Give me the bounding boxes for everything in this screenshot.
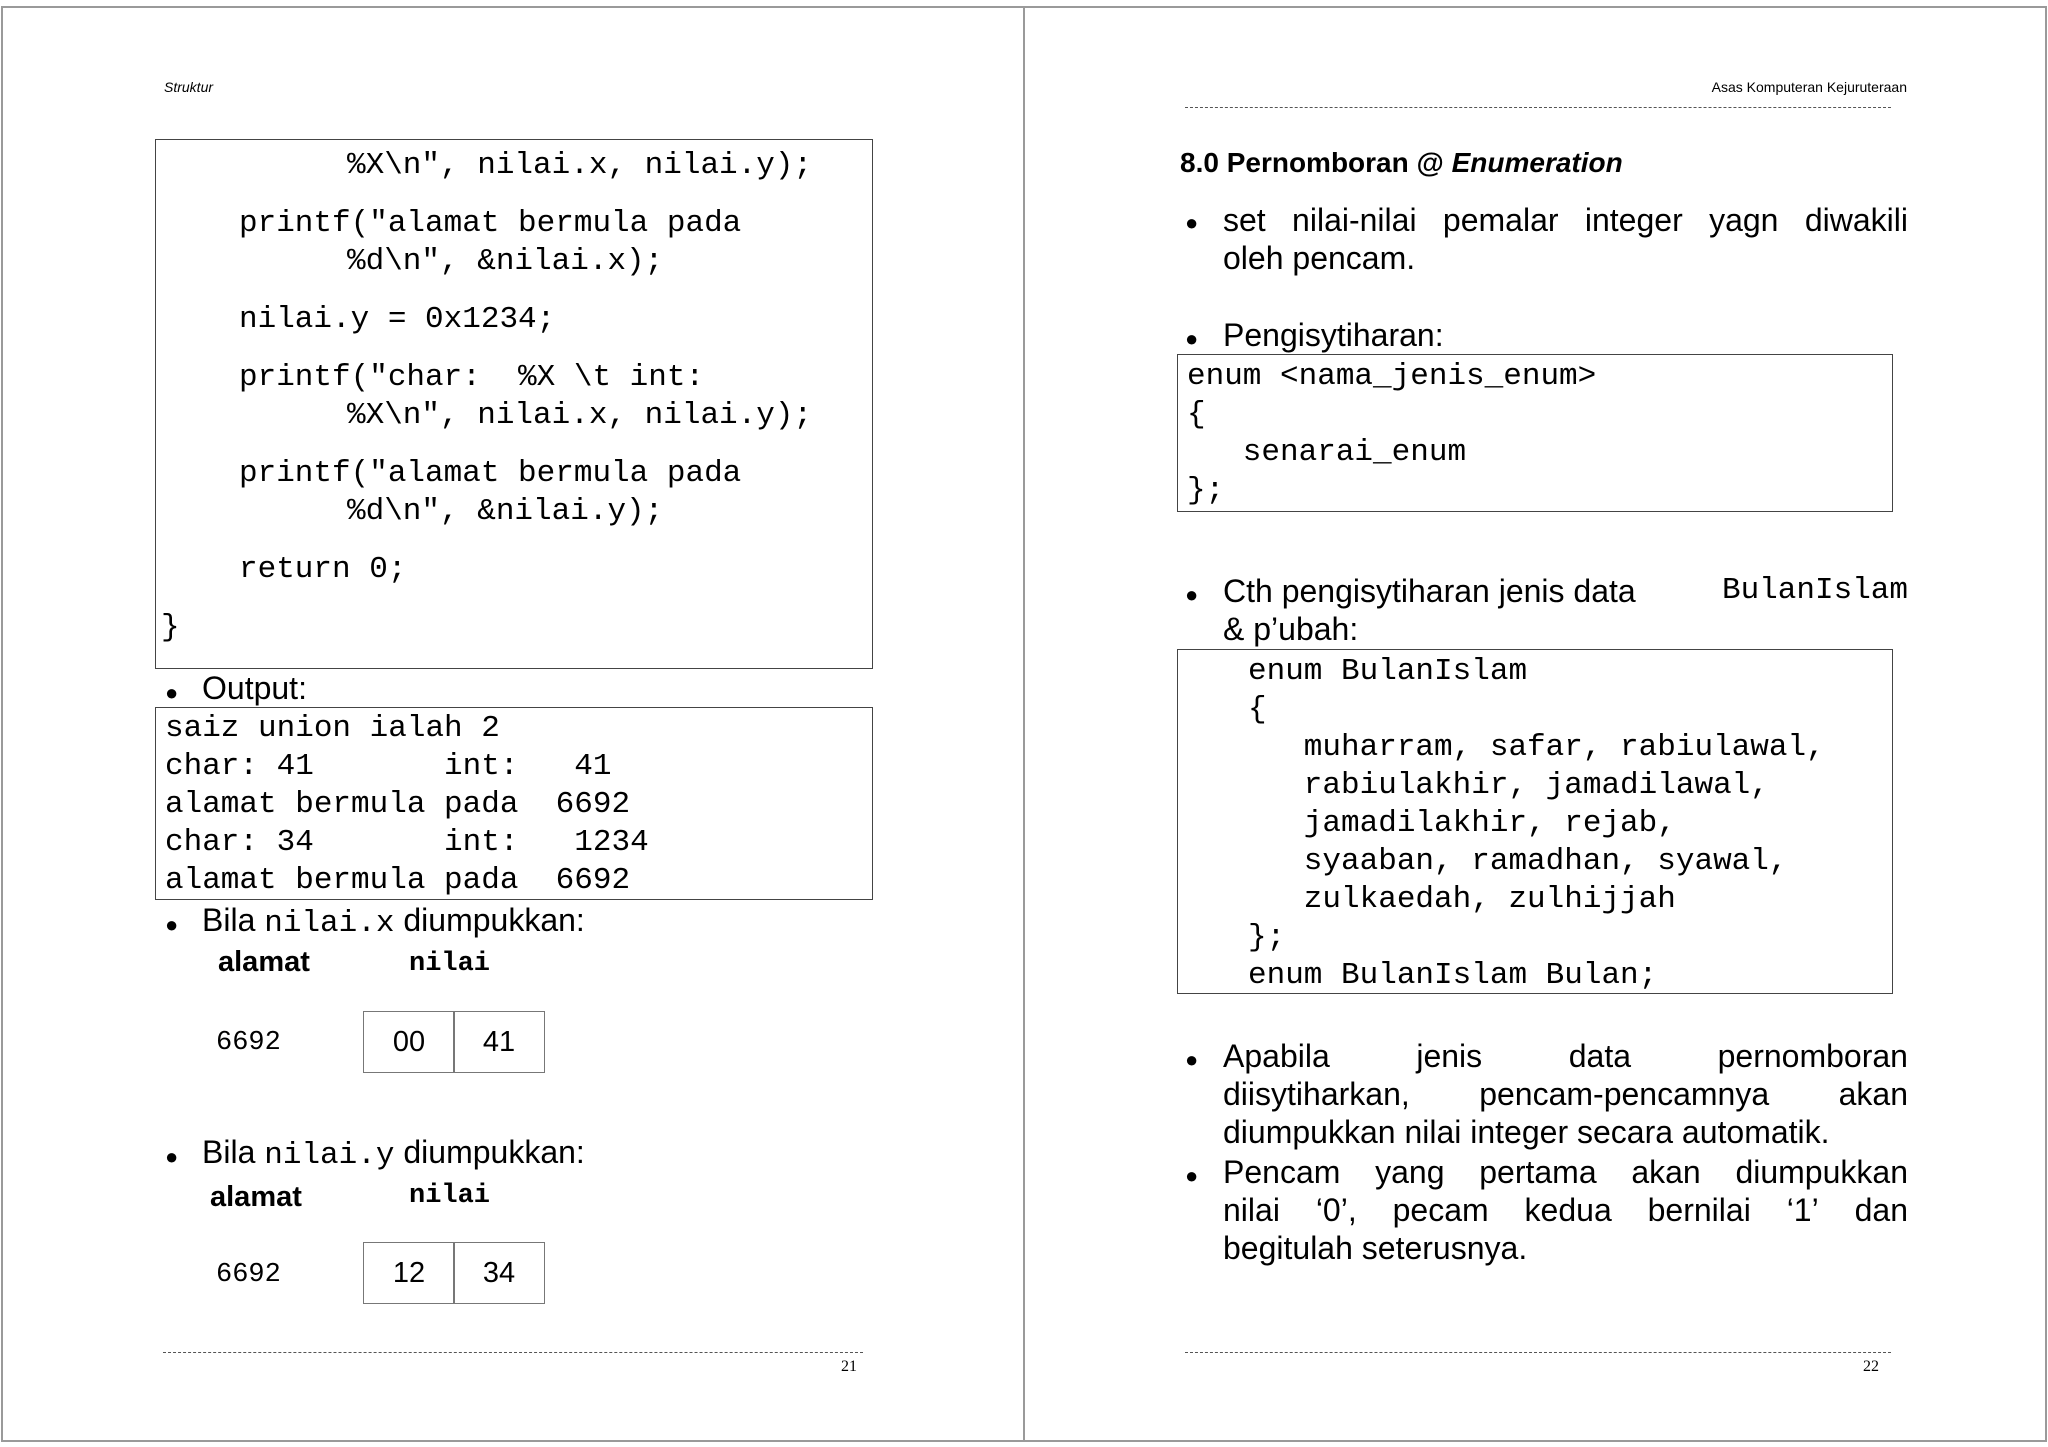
word: set [1223,202,1266,238]
output-line: saiz union ialah 2 [165,711,500,746]
decl-line: { [1187,397,1206,432]
code-line: %X\n", nilai.x, nilai.y); [347,398,813,433]
code-line: nilai.y = 0x1234; [239,302,556,337]
bullet-dot: ● [1185,1163,1199,1188]
word: yagn [1709,202,1779,238]
bullet5-line [1223,1194,1908,1226]
output-line: char: 34 int: 1234 [165,825,649,860]
page-number: 22 [1863,1358,1879,1375]
footer-rule [163,1352,863,1353]
bullet-dot: ● [1185,582,1199,607]
example-line: rabiulakhir, jamadilawal, [1248,768,1769,803]
word: integer [1584,202,1683,238]
word: diisytiharkan, [1223,1076,1410,1112]
decl-line: }; [1187,473,1225,508]
column-nilai: nilai [409,949,491,979]
example-line: jamadilakhir, rejab, [1248,806,1676,841]
word: akan [1631,1154,1701,1190]
assign-y-caption: Bila nilai.y diumpukkan: [202,1134,585,1173]
bullet3-line2: & p’ubah: [1223,611,1359,647]
bullet-dot: ● [165,1144,179,1169]
header-rule [1185,107,1891,108]
word: akan [1838,1076,1908,1112]
word: nilai-nilai [1292,202,1417,238]
bullet5-line: begitulah seterusnya. [1223,1230,1528,1266]
bullet3-line: Cth pengisytiharan jenis data BulanIslam [1223,573,1908,609]
footer-rule [1185,1352,1891,1353]
decl-line: enum <nama_jenis_enum> [1187,359,1597,394]
word: pencam-pencamnya [1479,1076,1770,1112]
running-header: Asas Komputeran Kejuruteraan [1711,79,1907,95]
word: pecam [1392,1192,1489,1228]
bullet4-line [1223,1078,1908,1110]
example-line: zulkaedah, zulhijjah [1248,882,1676,917]
bullet-dot: ● [165,912,179,937]
word: nilai [1223,1192,1280,1228]
memory-byte-low: 34 [453,1242,545,1304]
bullet-dot: ● [1185,326,1199,351]
memory-byte-low: 41 [453,1011,545,1073]
bullet1-line [1223,204,1908,236]
word: yang [1375,1154,1445,1190]
column-nilai: nilai [409,1181,491,1211]
bullet4-line: diumpukkan nilai integer secara automatik. [1223,1114,1830,1150]
decl-line: senarai_enum [1187,435,1467,470]
example-line: }; [1248,920,1286,955]
page-21 [1,6,1025,1442]
column-alamat: alamat [218,946,310,978]
word: ‘0’, [1315,1192,1357,1228]
word: Pencam [1223,1154,1341,1190]
word: kedua [1524,1192,1612,1228]
memory-address: 6692 [216,1028,281,1058]
output-line: alamat bermula pada 6692 [165,863,631,898]
word: data [1568,1038,1632,1074]
word: bernilai [1647,1192,1751,1228]
word: ‘1’ [1786,1192,1819,1228]
code-line: printf("alamat bermula pada [239,206,742,241]
code-line: %d\n", &nilai.x); [347,244,664,279]
word: Apabila [1223,1038,1330,1074]
word: pemalar [1442,202,1559,238]
word: jenis [1416,1038,1483,1074]
bullet5-line [1223,1156,1908,1188]
page-number: 21 [841,1358,857,1375]
word: pernomboran [1717,1038,1908,1074]
word: diumpukkan [1735,1154,1908,1190]
word: pertama [1479,1154,1597,1190]
section-title: 8.0 Pernomboran @ Enumeration [1180,147,1623,178]
code-line: %X\n", nilai.x, nilai.y); [347,148,813,183]
word: diwakili [1804,202,1908,238]
bullet-dot: ● [1185,210,1199,235]
output-line: alamat bermula pada 6692 [165,787,631,822]
bullet4-line [1223,1040,1908,1072]
example-line: { [1248,692,1267,727]
column-alamat: alamat [210,1181,302,1213]
output-label: Output: [202,670,307,706]
example-line: enum BulanIslam [1248,654,1528,689]
code-line: %d\n", &nilai.y); [347,494,664,529]
memory-byte-high: 00 [363,1011,455,1073]
code-line: } [161,610,180,645]
assign-x-caption: Bila nilai.x diumpukkan: [202,902,585,941]
running-header: Struktur [164,79,214,95]
example-line: enum BulanIslam Bulan; [1248,958,1658,993]
bullet-dot: ● [165,680,179,705]
code-line: printf("alamat bermula pada [239,456,742,491]
bullet1-line: oleh pencam. [1223,240,1416,276]
example-line: muharram, safar, rabiulawal, [1248,730,1825,765]
bullet-dot: ● [1185,1047,1199,1072]
code-line: printf("char: %X \t int: [239,360,705,395]
page-22 [1023,6,2047,1442]
word: dan [1854,1192,1908,1228]
example-line: syaaban, ramadhan, syawal, [1248,844,1788,879]
memory-byte-high: 12 [363,1242,455,1304]
code-line: return 0; [239,552,407,587]
output-line: char: 41 int: 41 [165,749,612,784]
bullet2-text: Pengisytiharan: [1223,317,1444,353]
memory-address: 6692 [216,1260,281,1290]
